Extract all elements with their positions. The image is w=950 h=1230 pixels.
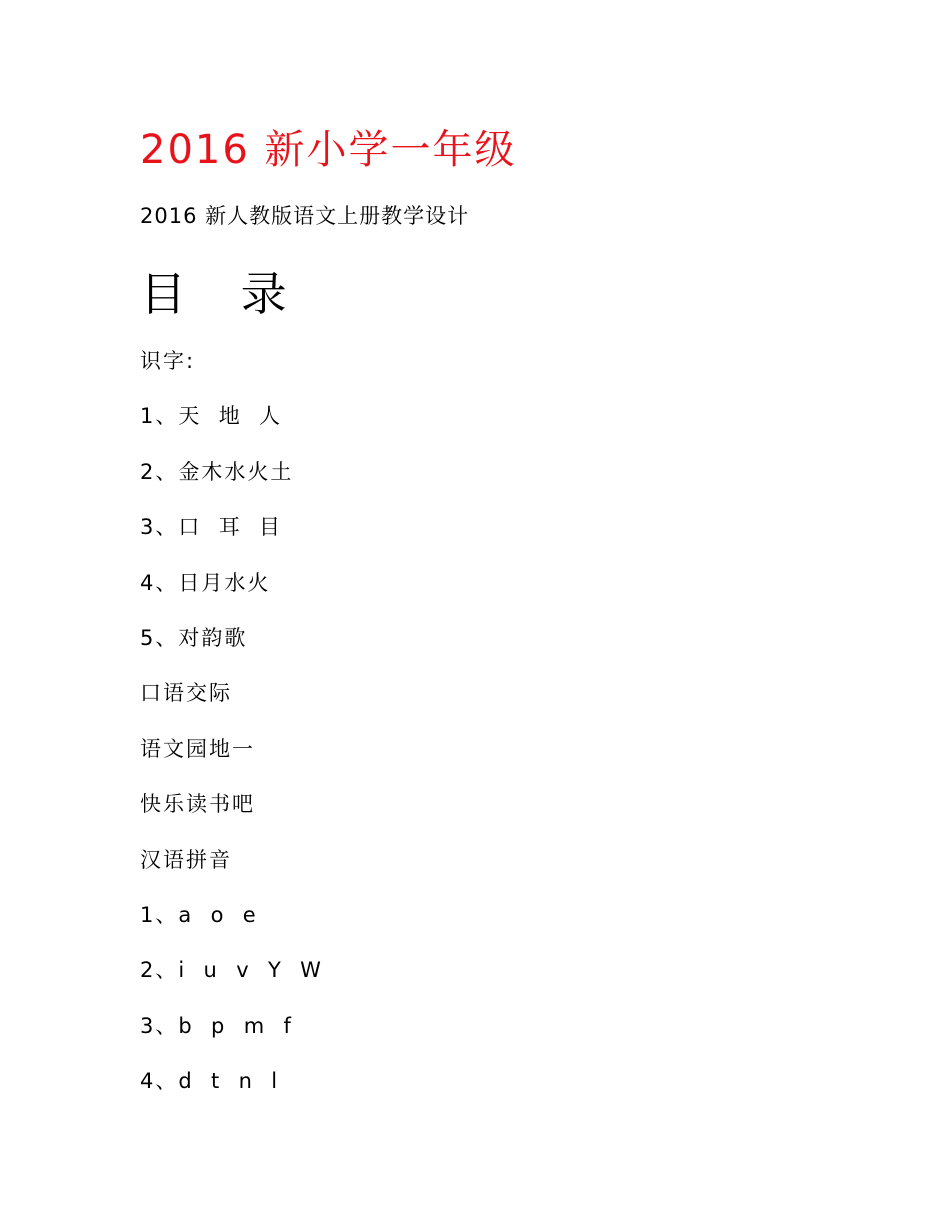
toc-item: 2、i u v Y W [140,958,323,983]
toc-item: 1、天 地 人 [140,404,283,429]
toc-item: 口语交际 [140,681,232,706]
toc-item: 3、b p m f [140,1013,293,1038]
toc-section-pinyin: 汉语拼音 [140,847,232,872]
document-title: 2016 新小学一年级 [140,127,517,173]
toc-item: 快乐读书吧 [140,792,255,817]
toc-heading: 目 录 [140,267,307,321]
toc-item: 5、对韵歌 [140,625,248,650]
toc-item: 1、a o e [140,902,258,927]
toc-item: 语文园地一 [140,736,255,761]
document-subtitle: 2016 新人教版语文上册教学设计 [140,204,470,228]
table-of-contents [140,346,323,1121]
toc-item: 3、口 耳 目 [140,515,283,540]
toc-section-literacy: 识字: [140,349,196,373]
toc-item: 2、金木水火土 [140,459,294,484]
toc-item: 4、d t n l [140,1069,280,1094]
toc-item: 4、日月水火 [140,570,271,595]
